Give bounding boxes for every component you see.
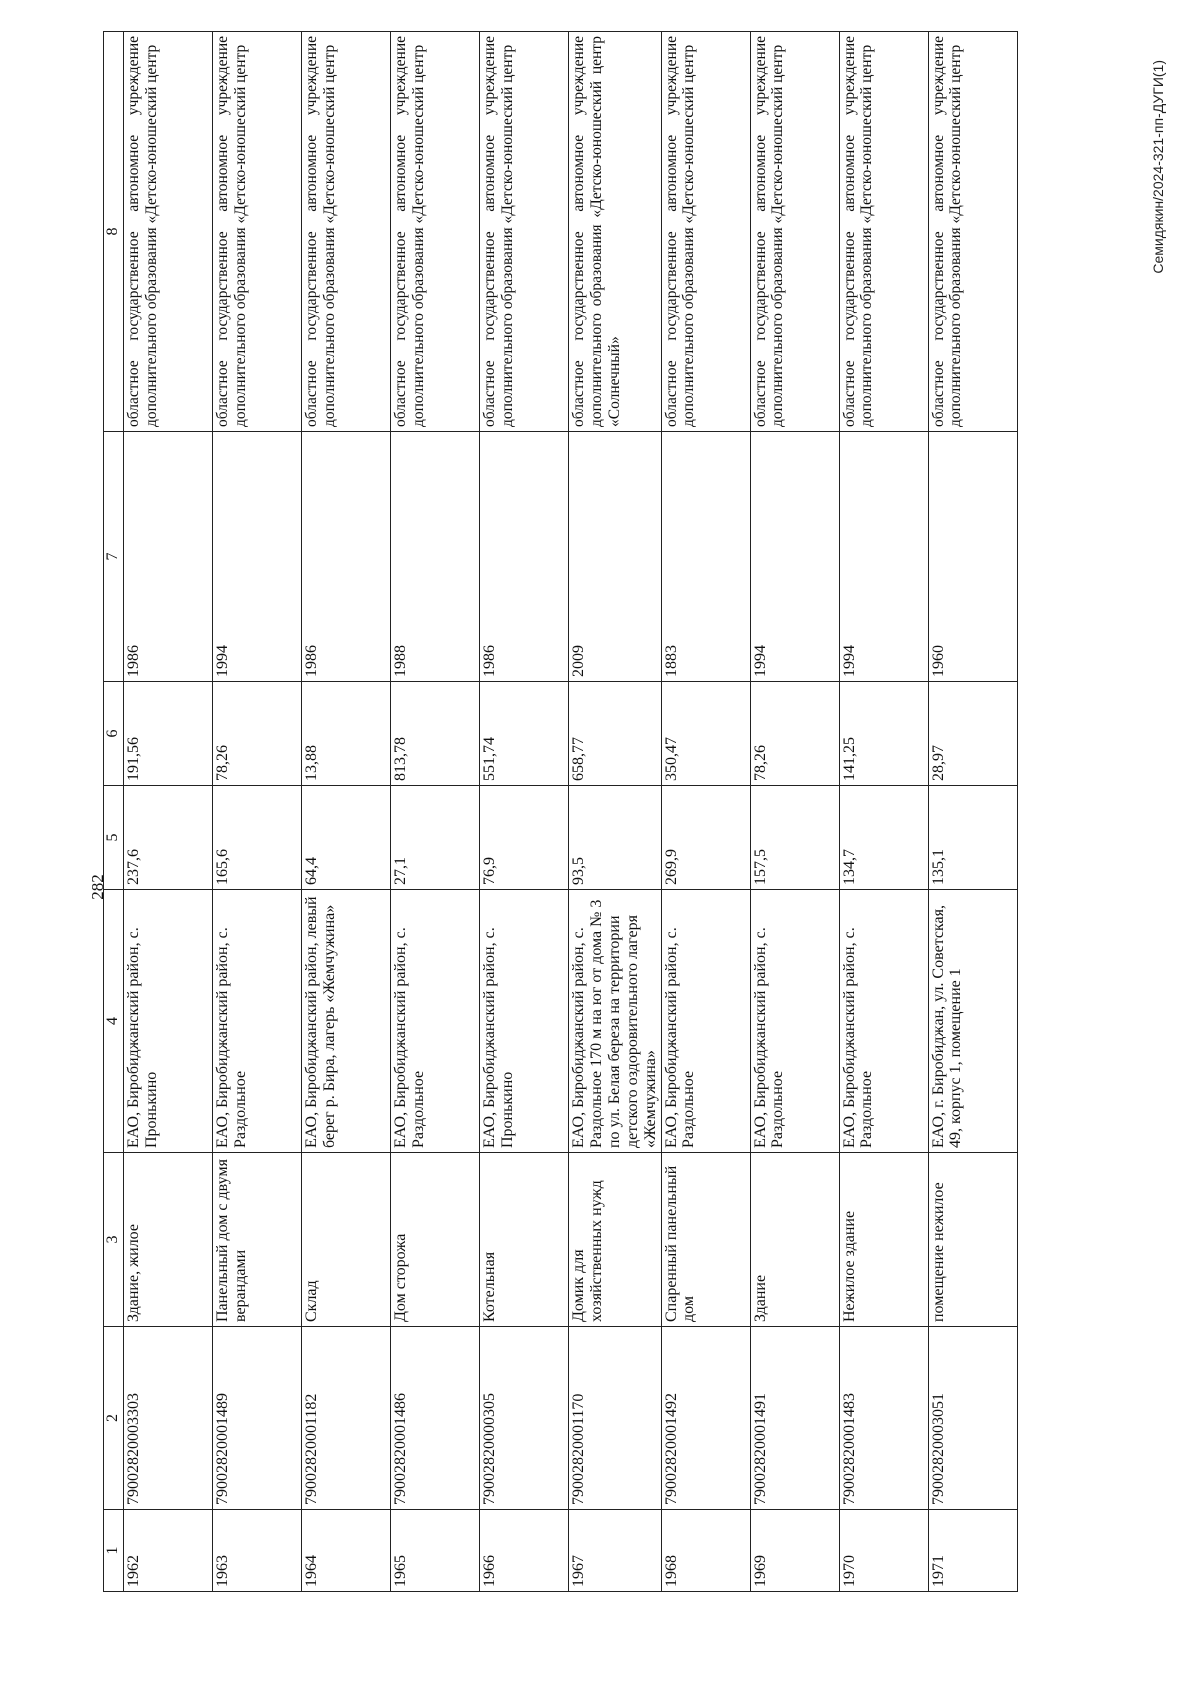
table-row	[839, 32, 928, 1592]
object-cost: 28,97	[928, 682, 1017, 786]
holder-organization: областное государственное автономное учреждение дополнительного образования «Детско-юношеский центр	[213, 32, 302, 432]
holder-organization: областное государственное автономное учреждение дополнительного образования «Детско-юношеский центр	[750, 32, 839, 432]
page-number: 282	[88, 874, 107, 900]
object-year: 1883	[661, 432, 750, 682]
object-name: Здание, жилое	[124, 1153, 213, 1327]
column-number-row	[104, 32, 124, 1592]
column-header: 2	[104, 1327, 124, 1510]
object-area: 269,9	[661, 786, 750, 890]
cadastral-number: 79002820001489	[213, 1327, 302, 1510]
object-name: Панельный дом с двумя верандами	[213, 1153, 302, 1327]
object-address: ЕАО, Биробиджанский район, с. Раздольное	[839, 890, 928, 1153]
holder-organization: областное государственное автономное учреждение дополнительного образования «Детско-юношеский центр «Солнечный»	[569, 32, 662, 432]
object-name: Спаренный панельный дом	[661, 1153, 750, 1327]
cadastral-number: 79002820001170	[569, 1327, 662, 1510]
object-year: 1994	[839, 432, 928, 682]
object-area: 135,1	[928, 786, 1017, 890]
table-row	[569, 32, 662, 1592]
holder-organization: областное государственное автономное учреждение дополнительного образования «Детско-юношеский центр	[480, 32, 569, 432]
object-name: Дом сторожа	[391, 1153, 480, 1327]
row-number: 1968	[661, 1510, 750, 1592]
object-year: 1994	[750, 432, 839, 682]
object-name: помещение нежилое	[928, 1153, 1017, 1327]
cadastral-number: 79002820003303	[124, 1327, 213, 1510]
object-cost: 13,88	[302, 682, 391, 786]
object-area: 76,9	[480, 786, 569, 890]
object-year: 1988	[391, 432, 480, 682]
holder-organization: областное государственное автономное учреждение дополнительного образования «Детско-юношеский центр	[661, 32, 750, 432]
cadastral-number: 79002820001491	[750, 1327, 839, 1510]
object-cost: 141,25	[839, 682, 928, 786]
column-header: 6	[104, 682, 124, 786]
object-name: Домик для хозяйственных нужд	[569, 1153, 662, 1327]
object-address: ЕАО, Биробиджанский район, левый берег р. Бира, лагерь «Жемчужина»	[302, 890, 391, 1153]
cadastral-number: 79002820001182	[302, 1327, 391, 1510]
row-number: 1966	[480, 1510, 569, 1592]
row-number: 1964	[302, 1510, 391, 1592]
table-row	[928, 32, 1017, 1592]
object-area: 165,6	[213, 786, 302, 890]
holder-organization: областное государственное автономное учреждение дополнительного образования «Детско-юношеский центр	[839, 32, 928, 432]
cadastral-number: 79002820001492	[661, 1327, 750, 1510]
column-header: 5	[104, 786, 124, 890]
object-year: 1994	[213, 432, 302, 682]
object-year: 1986	[480, 432, 569, 682]
object-year: 2009	[569, 432, 662, 682]
holder-organization: областное государственное автономное учреждение дополнительного образования «Детско-юношеский центр	[124, 32, 213, 432]
object-area: 157,5	[750, 786, 839, 890]
object-area: 134,7	[839, 786, 928, 890]
column-header: 8	[104, 32, 124, 432]
object-area: 27,1	[391, 786, 480, 890]
object-address: ЕАО, Биробиджанский район, с. Раздольное	[213, 890, 302, 1153]
table-row	[302, 32, 391, 1592]
object-address: ЕАО, Биробиджанский район, с. Пронькино	[480, 890, 569, 1153]
table-row	[750, 32, 839, 1592]
property-register-table	[103, 31, 1018, 1592]
column-header: 3	[104, 1153, 124, 1327]
row-number: 1967	[569, 1510, 662, 1592]
object-address: ЕАО, Биробиджанский район, с. Раздольное	[661, 890, 750, 1153]
table-row	[391, 32, 480, 1592]
column-header: 4	[104, 890, 124, 1153]
row-number: 1962	[124, 1510, 213, 1592]
table-row	[480, 32, 569, 1592]
object-year: 1986	[302, 432, 391, 682]
object-cost: 658,77	[569, 682, 662, 786]
object-address: ЕАО, г. Биробиджан, ул. Советская, 49, корпус 1, помещение 1	[928, 890, 1017, 1153]
column-header: 7	[104, 432, 124, 682]
object-cost: 191,56	[124, 682, 213, 786]
object-name: Здание	[750, 1153, 839, 1327]
object-cost: 350,47	[661, 682, 750, 786]
object-address: ЕАО, Биробиджанский район, с. Раздольное	[391, 890, 480, 1153]
row-number: 1963	[213, 1510, 302, 1592]
row-number: 1970	[839, 1510, 928, 1592]
row-number: 1965	[391, 1510, 480, 1592]
cadastral-number: 79002820001483	[839, 1327, 928, 1510]
object-address: ЕАО, Биробиджанский район, с. Пронькино	[124, 890, 213, 1153]
object-address: ЕАО, Биробиджанский район, с. Раздольное 170 м на юг от дома № 3 по ул. Белая береза на территории детского оздоровительного лагеря «Жемчужина»	[569, 890, 662, 1153]
document-id-footer: Семидякин/2024-321-пп-ДУГИ(1)	[1150, 60, 1166, 274]
object-cost: 551,74	[480, 682, 569, 786]
object-name: Котельная	[480, 1153, 569, 1327]
object-name: Склад	[302, 1153, 391, 1327]
object-area: 64,4	[302, 786, 391, 890]
table-row	[661, 32, 750, 1592]
object-cost: 78,26	[750, 682, 839, 786]
table-row	[213, 32, 302, 1592]
object-cost: 78,26	[213, 682, 302, 786]
object-address: ЕАО, Биробиджанский район, с. Раздольное	[750, 890, 839, 1153]
cadastral-number: 79002820003051	[928, 1327, 1017, 1510]
object-name: Нежилое здание	[839, 1153, 928, 1327]
holder-organization: областное государственное автономное учреждение дополнительного образования «Детско-юношеский центр	[928, 32, 1017, 432]
object-area: 93,5	[569, 786, 662, 890]
cadastral-number: 79002820000305	[480, 1327, 569, 1510]
row-number: 1971	[928, 1510, 1017, 1592]
holder-organization: областное государственное автономное учреждение дополнительного образования «Детско-юношеский центр	[302, 32, 391, 432]
column-header: 1	[104, 1510, 124, 1592]
table-row	[124, 32, 213, 1592]
cadastral-number: 79002820001486	[391, 1327, 480, 1510]
row-number: 1969	[750, 1510, 839, 1592]
object-year: 1986	[124, 432, 213, 682]
object-year: 1960	[928, 432, 1017, 682]
object-area: 237,6	[124, 786, 213, 890]
object-cost: 813,78	[391, 682, 480, 786]
holder-organization: областное государственное автономное учреждение дополнительного образования «Детско-юношеский центр	[391, 32, 480, 432]
